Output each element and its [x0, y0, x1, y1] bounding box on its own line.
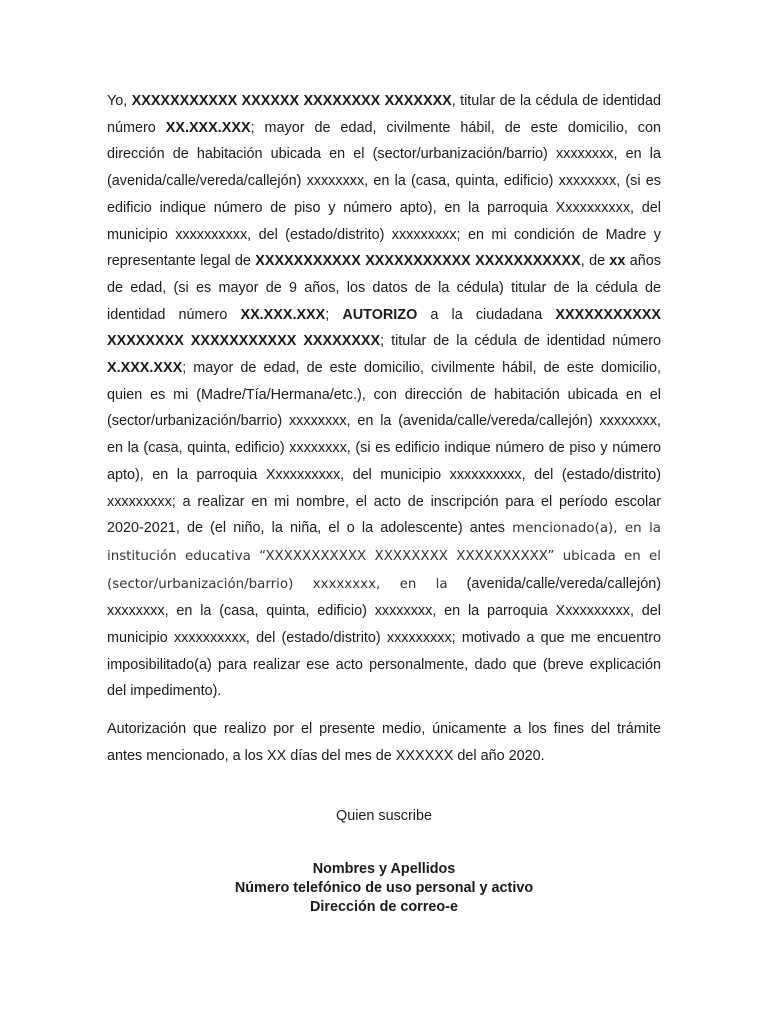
- document-body: [107, 88, 661, 770]
- paragraph-text-run: Yo,: [107, 93, 132, 109]
- bold-field-text: X.XXX.XXX: [107, 360, 183, 377]
- paragraph-text-run: , titular de la cédula de identidad número: [107, 93, 661, 136]
- signature-phone-line: Número telefónico de uso personal y activo: [234, 880, 534, 896]
- bold-field-text: XX.XXX.XXX: [165, 119, 251, 136]
- paragraph-text-run: (avenida/calle/vereda/callejón) xxxxxxxx, en la (casa, quinta, edificio) xxxxxxxx, en la parroquia Xxxxxxxxxx, del municipio xxxxxxxxxx, del (estado/distrito) xxxxxxxxx; motivado a que me encuentro imposibilitado(a) para realizar ese acto personalmente, dado que (breve explicación del impedimento).: [107, 575, 661, 700]
- bold-field-text: XXXXXXXXXXX XXXXXXXX XXXXXXXXXXX XXXXXXXX: [107, 306, 661, 350]
- paragraph-text-run: ;: [325, 306, 343, 323]
- closing-paragraph: Autorización que realizo por el presente medio, únicamente a los fines del trámite antes mencionado, a los XX días del mes de XXXXXX del año 2020.: [107, 721, 661, 764]
- signature-block: [0, 860, 768, 917]
- authorization-paragraph: [107, 88, 661, 705]
- signature-name-line: Nombres y Apellidos: [312, 861, 456, 877]
- bold-field-text: AUTORIZO: [342, 306, 418, 323]
- paragraph-text-run: a la ciudadana: [417, 306, 556, 323]
- bold-field-text: XXXXXXXXXXX XXXXXXXXXXX XXXXXXXXXXX: [255, 253, 581, 270]
- bold-field-text: xx: [609, 253, 626, 270]
- signer-label: Quien suscribe: [336, 808, 432, 824]
- paragraph-text-run: ; mayor de edad, de este domicilio, civilmente hábil, de este domicilio, quien es mi (Madre/Tía/Hermana/etc.), con dirección de habitación ubicada en el (sector/urbanización/barrio) xxxxxxxx, en la (avenida/calle/vereda/callejón) xxxxxxxx, en la (casa, quinta, edificio) xxxxxxxx, (si es edificio indique número de piso y número apto), en la parroquia Xxxxxxxxxx, del municipio xxxxxxxxxx, del (estado/distrito) xxxxxxxxx; a realizar en mi nombre, el acto de inscripción para el período escolar 2020-2021, de (el niño, la niña, el o la adolescente) antes: [107, 360, 661, 537]
- bold-field-text: XX.XXX.XXX: [240, 306, 326, 323]
- bold-field-text: XXXXXXXXXXX XXXXXX XXXXXXXX XXXXXXX: [131, 93, 452, 109]
- signature-email-line: Dirección de correo-e: [310, 899, 458, 915]
- paragraph-text-run: ; titular de la cédula de identidad número: [380, 333, 661, 350]
- paragraph-text-run: años de edad, (si es mayor de 9 años, los datos de la cédula) titular de la cédula de identidad número: [107, 253, 661, 323]
- paragraph-text-run: mencionado(a), en la institución educativa “XXXXXXXXXXX XXXXXXXX XXXXXXXXXX” ubicada en el (sector/urbanización/barrio) xxxxxxxx, en la: [107, 521, 661, 592]
- paragraph-text-run: , de: [580, 253, 610, 270]
- paragraph-text-run: ; mayor de edad, civilmente hábil, de este domicilio, con dirección de habitación ubicada en el (sector/urbanización/barrio) xxxxxxxx, en la (avenida/calle/vereda/callejón) xxxxxxxx, en la (casa, quinta, edificio) xxxxxxxx, (si es edificio indique número de piso y número apto), en la parroquia Xxxxxxxxxx, del municipio xxxxxxxxxx, del (estado/distrito) xxxxxxxxx; en mi condición de Madre y representante legal de: [107, 119, 661, 270]
